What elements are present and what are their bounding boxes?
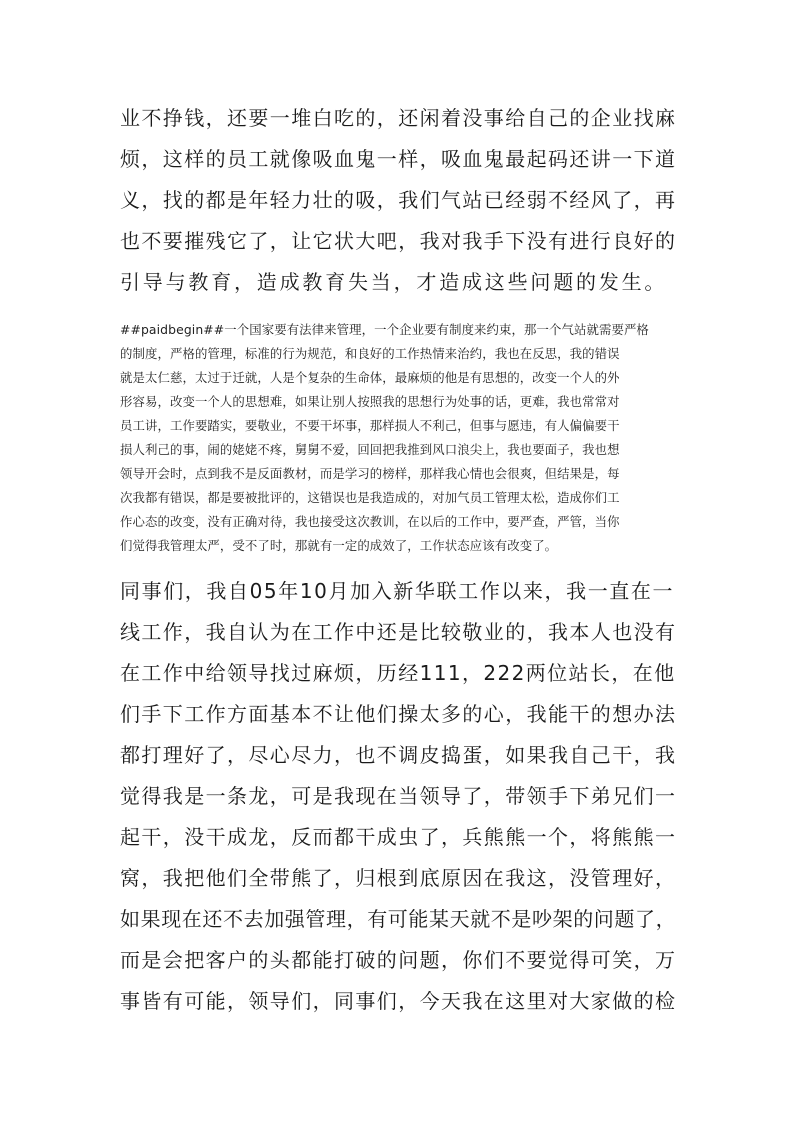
paragraph-line: 领导开会时，点到我不是反面教材，而是学习的榜样，那样我心情也会很爽，但结果是，每: [120, 466, 620, 481]
paragraph-line: 作心态的改变，没有正确对待，我也接受这次教训，在以后的工作中，要严查，严管，当你: [120, 514, 620, 529]
paragraph-line: 也不要摧残它了，让它状大吧，我对我手下没有进行良好的: [120, 229, 677, 253]
paragraph-line: 烦，这样的员工就像吸血鬼一样，吸血鬼最起码还讲一下道: [120, 147, 677, 171]
paragraph-line: 就是太仁慈，太过于迁就，人是个复杂的生命体，最麻烦的他是有思想的，改变一个人的外: [120, 370, 620, 385]
paragraph-line: 们手下工作方面基本不让他们操太多的心，我能干的想办法: [120, 702, 677, 726]
paragraph-line: 形容易，改变一个人的思想难，如果让别人按照我的思想行为处事的话，更难，我也常常对: [120, 394, 620, 409]
paragraph-line: 都打理好了，尽心尽力，也不调皮捣蛋，如果我自己干，我: [120, 743, 677, 767]
paragraph-line: 义，找的都是年轻力壮的吸，我们气站已经弱不经风了，再: [120, 188, 677, 212]
paragraph-line: 的制度，严格的管理，标准的行为规范，和良好的工作热情来治约，我也在反思，我的错误: [120, 346, 620, 361]
paragraph-line: 事皆有可能，领导们，同事们，今天我在这里对大家做的检: [120, 989, 677, 1013]
paragraph-line: 线工作，我自认为在工作中还是比较敬业的，我本人也没有: [120, 620, 677, 644]
paragraph-line: 次我都有错误，都是要被批评的，这错误也是我造成的，对加气员工管理太松，造成你们工: [120, 490, 620, 505]
paragraph-line: 业不挣钱，还要一堆白吃的，还闲着没事给自己的企业找麻: [120, 106, 677, 130]
paragraph-line: 如果现在还不去加强管理，有可能某天就不是吵架的问题了，: [120, 907, 677, 931]
paragraph-line: ##paidbegin##一个国家要有法律来管理，一个企业要有制度来约束，那一个气站就需要严格: [120, 322, 649, 337]
paragraph-line: 在工作中给领导找过麻烦，历经111，222两位站长，在他: [120, 661, 676, 685]
paragraph-line: 同事们，我自05年10月加入新华联工作以来，我一直在一: [120, 579, 675, 603]
paragraph-line: 窝，我把他们全带熊了，归根到底原因在我这，没管理好，: [120, 866, 677, 890]
paragraph-line: 引导与教育，造成教育失当，才造成这些问题的发生。: [120, 270, 668, 294]
paragraph-line: 们觉得我管理太严，受不了时，那就有一定的成效了，工作状态应该有改变了。: [120, 538, 558, 553]
paragraph-line: 损人利己的事，闹的姥姥不疼，舅舅不爱，回回把我推到风口浪尖上，我也要面子，我也想: [120, 442, 620, 457]
paragraph-line: 员工讲，工作要踏实，要敬业，不要干坏事，那样损人不利己，但事与愿违，有人偏偏要干: [120, 418, 620, 433]
paragraph-line: 而是会把客户的头都能打破的问题，你们不要觉得可笑，万: [120, 948, 677, 972]
paragraph-line: 觉得我是一条龙，可是我现在当领导了，带领手下弟兄们一: [120, 784, 677, 808]
paragraph-line: 起干，没干成龙，反而都干成虫了，兵熊熊一个，将熊熊一: [120, 825, 677, 849]
